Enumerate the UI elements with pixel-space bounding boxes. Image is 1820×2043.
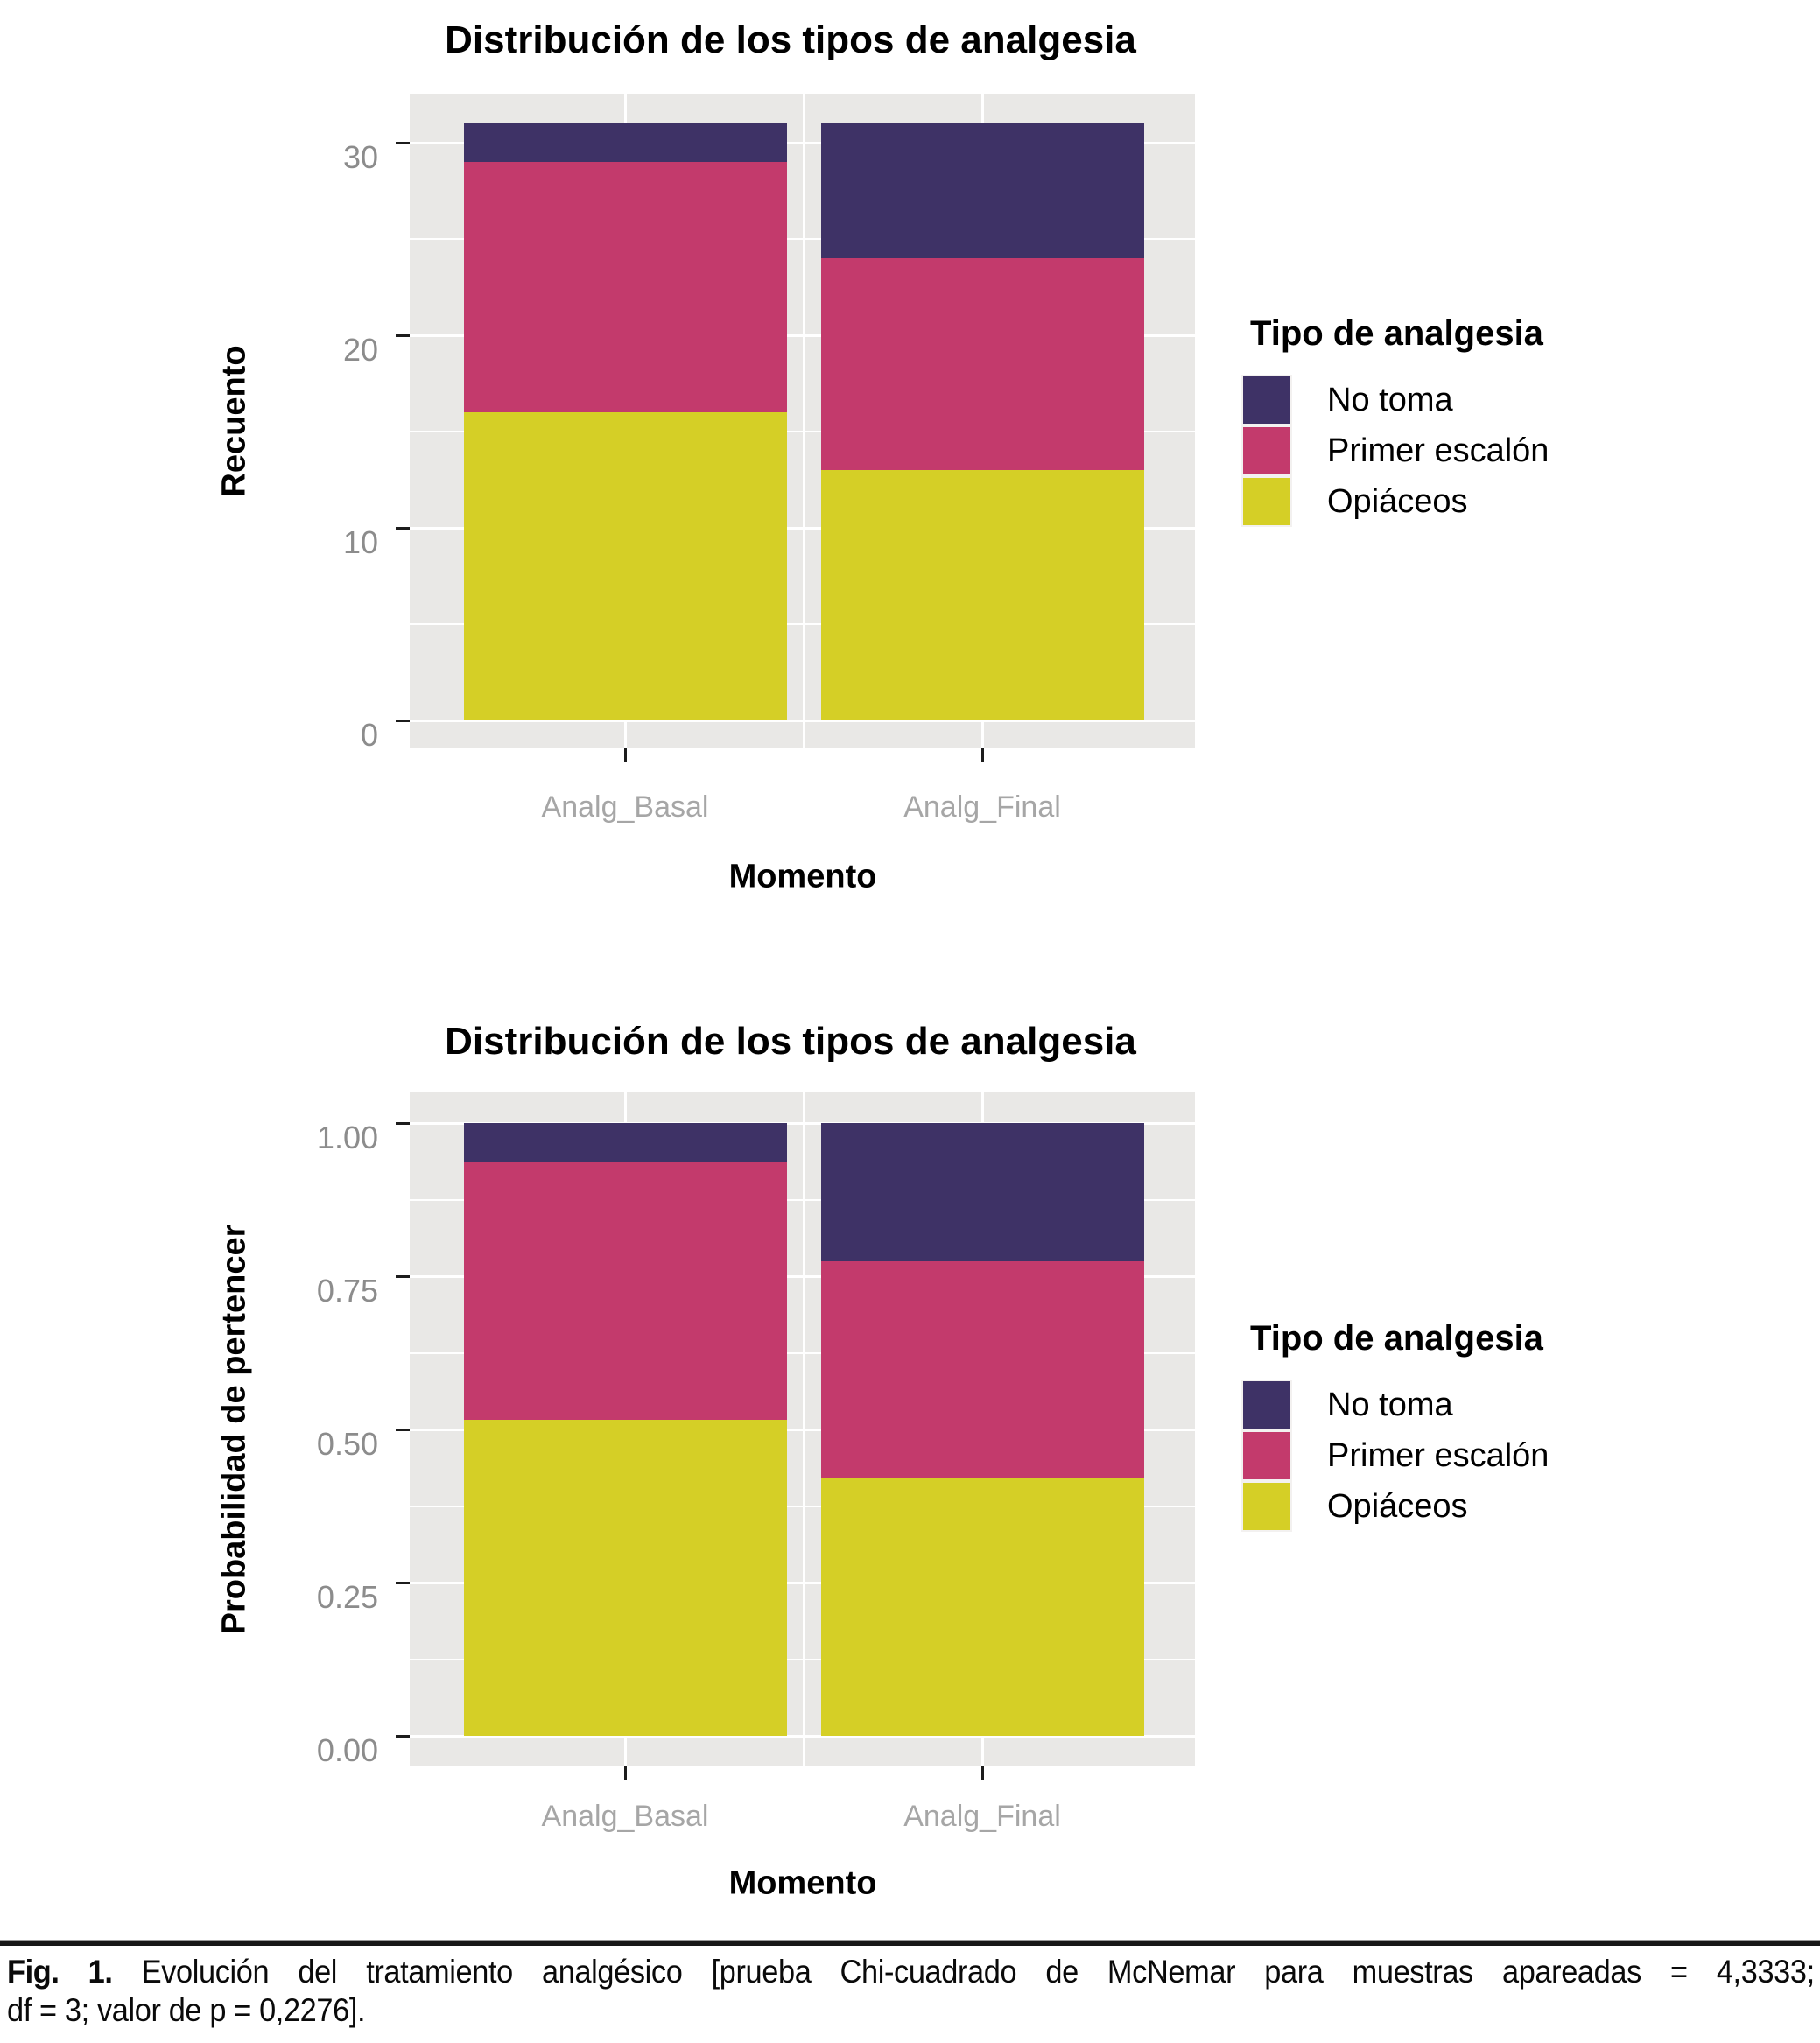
y-tick-mark [396, 1429, 410, 1431]
minor-gridline-x [803, 1092, 805, 1766]
legend-row [1243, 1381, 1549, 1429]
legend-row [1243, 427, 1549, 474]
bar-segment-primer-escalón [821, 1261, 1144, 1478]
caption-text: Evolución del tratamiento analgésico [prueba Chi-cuadrado de McNemar para muestras apareadas = 4,3333; [141, 1954, 1815, 1990]
x-tick-mark [981, 748, 984, 762]
x-tick-label: Analg_Final [903, 790, 1061, 824]
bar-segment-no-toma [464, 1123, 787, 1162]
bar-segment-primer-escalón [464, 1162, 787, 1420]
chart1-y-axis-title: Recuento [215, 345, 253, 497]
bar-segment-opiáceos [464, 1420, 787, 1736]
caption-line-1 [7, 1953, 1815, 1991]
legend-item-label: Opiáceos [1327, 482, 1468, 520]
chart2-title: Distribución de los tipos de analgesia [445, 1020, 1136, 1063]
legend-item-label: No toma [1327, 1386, 1453, 1423]
y-tick-mark [396, 1122, 410, 1125]
x-tick-mark [981, 1766, 984, 1780]
legend-key-swatch [1243, 376, 1290, 424]
x-tick-label: Analg_Basal [541, 1800, 709, 1833]
legend-items [1243, 1381, 1549, 1530]
bar-segment-opiáceos [464, 412, 787, 720]
caption-figure-label: Fig. 1. [7, 1954, 113, 1990]
legend-row [1243, 1432, 1549, 1479]
legend-row [1243, 1483, 1549, 1530]
y-tick-label: 1.00 [316, 1120, 378, 1155]
legend-key-swatch [1243, 1483, 1290, 1530]
y-tick-label: 0.75 [316, 1273, 378, 1309]
bar-segment-opiáceos [821, 470, 1144, 720]
bar-segment-primer-escalón [464, 162, 787, 412]
legend-item-label: Opiáceos [1327, 1487, 1468, 1525]
y-tick-label: 0.25 [316, 1579, 378, 1615]
y-tick-mark [396, 527, 410, 530]
chart1-legend [1243, 314, 1549, 529]
y-tick-mark [396, 720, 410, 722]
y-tick-mark [396, 1275, 410, 1278]
legend-item-label: Primer escalón [1327, 1436, 1549, 1474]
caption-divider-rule [0, 1940, 1820, 1946]
legend-key-swatch [1243, 478, 1290, 525]
y-tick-label: 30 [342, 139, 378, 175]
bar-segment-no-toma [821, 123, 1144, 258]
chart1-title: Distribución de los tipos de analgesia [445, 18, 1136, 61]
x-tick-mark [624, 748, 627, 762]
x-tick-mark [624, 1766, 627, 1780]
legend-row [1243, 376, 1549, 424]
y-tick-mark [396, 1582, 410, 1584]
chart2-y-axis-title: Probabilidad de pertencer [215, 1224, 253, 1635]
bar-segment-opiáceos [821, 1478, 1144, 1736]
legend-row [1243, 478, 1549, 525]
figure-caption [7, 1953, 1815, 2030]
bar-segment-no-toma [821, 1123, 1144, 1261]
y-tick-label: 0.00 [316, 1732, 378, 1768]
legend-items [1243, 376, 1549, 525]
chart1-x-axis-title: Momento [728, 858, 877, 895]
y-tick-label: 20 [342, 332, 378, 368]
bar-segment-no-toma [464, 123, 787, 162]
x-tick-label: Analg_Basal [541, 790, 709, 824]
legend-key-swatch [1243, 1432, 1290, 1479]
y-tick-mark [396, 1735, 410, 1738]
y-tick-mark [396, 334, 410, 337]
y-tick-label: 10 [342, 524, 378, 560]
y-tick-label: 0.50 [316, 1426, 378, 1462]
legend-item-label: Primer escalón [1327, 432, 1549, 469]
bar-segment-primer-escalón [821, 258, 1144, 470]
x-tick-label: Analg_Final [903, 1800, 1061, 1833]
y-tick-mark [396, 142, 410, 144]
legend-item-label: No toma [1327, 381, 1453, 418]
minor-gridline-x [803, 94, 805, 748]
chart2-legend [1243, 1319, 1549, 1534]
chart2-x-axis-title: Momento [728, 1864, 877, 1902]
legend-key-swatch [1243, 427, 1290, 474]
legend-title: Tipo de analgesia [1250, 1319, 1543, 1358]
caption-line-2: df = 3; valor de p = 0,2276]. [7, 1992, 366, 2028]
y-tick-label: 0 [360, 717, 378, 753]
legend-key-swatch [1243, 1381, 1290, 1429]
legend-title: Tipo de analgesia [1250, 314, 1543, 353]
